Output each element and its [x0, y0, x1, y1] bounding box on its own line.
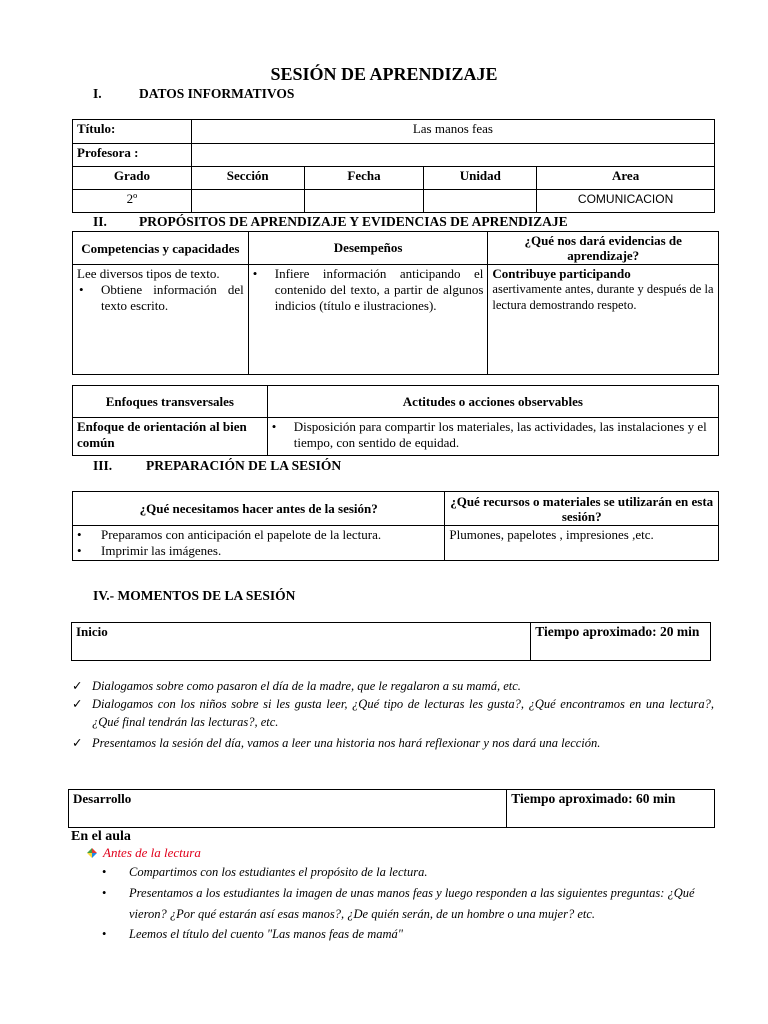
- desarrollo-item: • Presentamos a los estudiantes la imagen de unas manos feas y luego responden a las siguientes preguntas: ¿Qué vieron? ¿Por qué estarán así esas manos?, ¿De quién serán, de un hombre o una mujer? etc.: [102, 883, 722, 925]
- section-2-number: II.: [93, 214, 107, 229]
- bullet-icon: •: [102, 886, 107, 900]
- check-icon: ✓: [72, 697, 83, 711]
- section-2-heading: PROPÓSITOS DE APRENDIZAJE Y EVIDENCIAS DE APRENDIZAJE: [139, 214, 568, 229]
- seccion-header: Sección: [191, 167, 304, 190]
- section-1-heading: DATOS INFORMATIVOS: [139, 86, 295, 101]
- inicio-label: Inicio: [72, 623, 531, 661]
- inicio-tiempo: Tiempo aproximado: 20 min: [531, 623, 711, 661]
- desempeno-text: Infiere información anticipando el contenido del texto, a partir de algunos indicios (título e ilustraciones).: [274, 266, 484, 313]
- unidad-value: [424, 190, 537, 213]
- competencias-header: Competencias y capacidades: [73, 232, 249, 265]
- bullet-icon: •: [102, 865, 107, 879]
- desarrollo-table: [68, 789, 715, 828]
- fecha-header: Fecha: [304, 167, 424, 190]
- page-title: SESIÓN DE APRENDIZAJE: [270, 64, 498, 84]
- desarrollo-item: • Compartimos con los estudiantes el propósito de la lectura.: [102, 862, 722, 883]
- section-1-number: I.: [93, 86, 102, 101]
- desarrollo-tiempo: Tiempo aproximado: 60 min: [507, 790, 715, 828]
- evidencia-text: asertivamente antes, durante y después de la lectura demostrando respeto.: [492, 282, 714, 312]
- preparacion-item: Imprimir las imágenes.: [101, 543, 222, 558]
- colorful-bullet-icon: [86, 847, 98, 863]
- section-4-heading: IV.- MOMENTOS DE LA SESIÓN: [93, 588, 296, 603]
- desempenos-header: Desempeños: [248, 232, 488, 265]
- bullet-icon: •: [102, 927, 107, 941]
- section-3-heading: PREPARACIÓN DE LA SESIÓN: [146, 458, 342, 473]
- titulo-label: Título:: [73, 120, 192, 144]
- grado-header: Grado: [73, 167, 192, 190]
- capacidad-text: Obtiene información del texto escrito.: [101, 282, 244, 313]
- actitud-cell: [267, 418, 718, 456]
- evidencias-header: ¿Qué nos dará evidencias de aprendizaje?: [488, 232, 719, 265]
- bullet-icon: •: [77, 527, 82, 542]
- enfoque-cell: Enfoque de orientación al bien común: [73, 418, 268, 456]
- preparacion-item: Preparamos con anticipación el papelote de la lectura.: [101, 527, 382, 542]
- bullet-icon: •: [271, 419, 277, 434]
- antes-sesion-header: ¿Qué necesitamos hacer antes de la sesión?: [73, 492, 445, 526]
- inicio-item: ✓ Dialogamos sobre como pasaron el día de la madre, que le regalaron a su mamá, etc.: [72, 679, 521, 693]
- desarrollo-item: • Leemos el título del cuento "Las manos feas de mamá": [102, 924, 722, 945]
- preparacion-table: [72, 491, 719, 561]
- bullet-icon: •: [77, 543, 82, 558]
- check-icon: ✓: [72, 679, 83, 693]
- fecha-value: [304, 190, 424, 213]
- profesora-label: Profesora :: [73, 144, 192, 167]
- unidad-header: Unidad: [424, 167, 537, 190]
- evidencia-bold-line: Contribuye participando: [492, 266, 631, 281]
- profesora-value: [191, 144, 714, 167]
- antes-lectura-heading: Antes de la lectura: [103, 845, 201, 860]
- section-3-number: III.: [93, 458, 113, 473]
- inicio-item: ✓ Presentamos la sesión del día, vamos a leer una historia nos hará reflexionar y nos dará una lección.: [72, 736, 601, 750]
- desempenos-cell: [248, 265, 488, 375]
- seccion-value: [191, 190, 304, 213]
- enfoques-header: Enfoques transversales: [73, 386, 268, 418]
- inicio-item: ✓ Dialogamos con los niños sobre si les gusta leer, ¿Qué tipo de lecturas les gusta?, ¿Qué encontramos en una lectura?, ¿Qué final tendrán las lecturas?, etc.: [72, 697, 714, 729]
- titulo-value: Las manos feas: [191, 120, 714, 144]
- recursos-header: ¿Qué recursos o materiales se utilizarán en esta sesión?: [445, 492, 719, 526]
- propositos-table: [72, 231, 719, 375]
- desarrollo-label: Desarrollo: [69, 790, 507, 828]
- grado-value: 2º: [73, 190, 192, 213]
- actitudes-header: Actitudes o acciones observables: [267, 386, 718, 418]
- preparacion-cell: [73, 526, 445, 561]
- enfoques-table: [72, 385, 719, 456]
- area-header: Area: [537, 167, 715, 190]
- check-icon: ✓: [72, 736, 83, 750]
- en-el-aula: En el aula: [71, 829, 131, 844]
- actitud-text: Disposición para compartir los materiales, las actividades, las instalaciones y el tiempo, con sentido de equidad.: [293, 419, 707, 450]
- competencia-text: Lee diversos tipos de texto.: [77, 266, 220, 281]
- datos-table: [72, 119, 715, 213]
- area-value: COMUNICACION: [537, 190, 715, 213]
- competencias-cell: [73, 265, 249, 375]
- evidencias-cell: [488, 265, 719, 375]
- recursos-cell: Plumones, papelotes , impresiones ,etc.: [445, 526, 719, 561]
- bullet-icon: •: [252, 266, 258, 281]
- inicio-table: [71, 622, 711, 661]
- bullet-icon: •: [79, 282, 84, 297]
